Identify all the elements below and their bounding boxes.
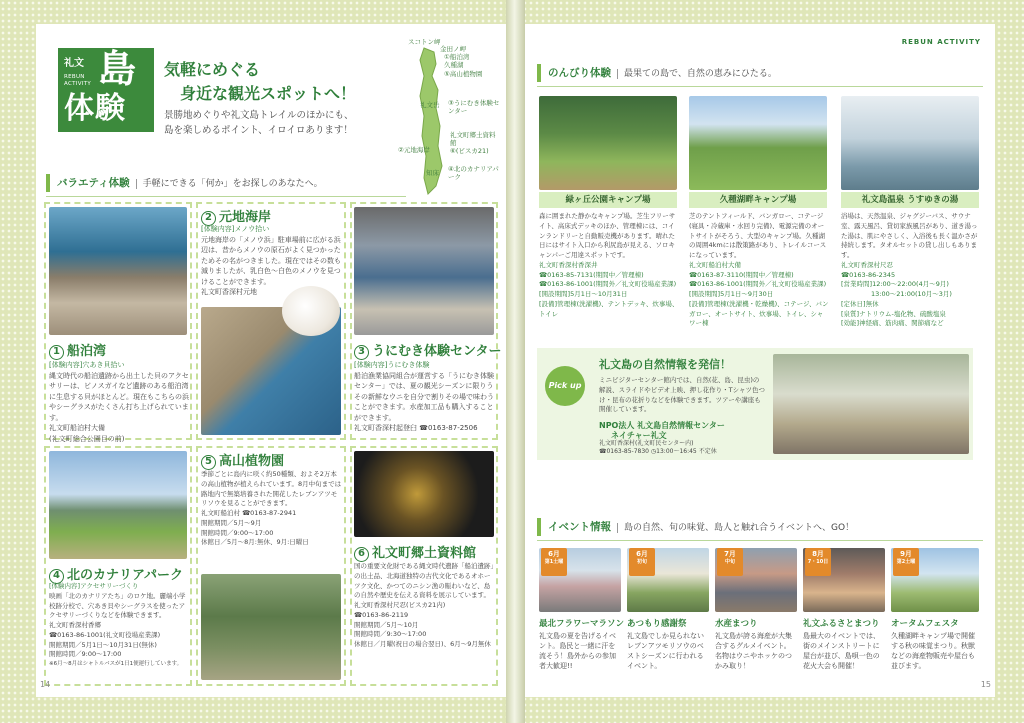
nonbiri-section-subtitle: 最果ての島で、自然の恵みにひたる。	[617, 69, 777, 79]
pickup-tel: 0163-85-7830	[606, 448, 649, 456]
section-divider	[537, 86, 983, 87]
spot-text-4: 映画「北のカナリアたち」のロケ地。麗端小学校跡分校で、穴あき貝やシーグラスを使ったアクセサリーづくりなどを体験できます。	[49, 591, 186, 620]
spot-hours-5: 開館時間／9:00～17:00	[201, 528, 274, 537]
spot-title-3	[354, 340, 501, 360]
map-label-bisuka: ⑥(ビスカ21)	[450, 147, 489, 155]
phone-icon: ☎	[599, 448, 607, 456]
spot-number-2: 2	[201, 211, 216, 226]
event-badge-1	[541, 548, 567, 576]
event-week-3: 中旬	[724, 558, 735, 565]
spot-closed-5: 休館日／5月～8月:無休、9月:日曜日	[201, 538, 309, 547]
spot-content-4: [体験内容]アクセサリーづくり	[49, 582, 139, 590]
pickup-box	[537, 348, 973, 460]
event-badge-2	[629, 548, 655, 576]
spot-body-1	[49, 360, 189, 444]
spot-name-5: 高山植物園	[219, 454, 285, 469]
event-text-5: 久種湖畔キャンプ場で開催する秋の味覚まつり。秋獣などの海産物販売や屋台も並びます。	[891, 632, 975, 671]
event-month-5: 9月	[900, 550, 912, 558]
pickup-text: ミニビジターセンター館内では、自然(花、島、昆虫)の解説、スライドやビデオ上映、押し花作り・Tシャツ色つけ・昆布の花折りなどを体験できます。ツアーや講座も開催しています。	[599, 376, 766, 414]
nature-center-photo	[773, 354, 969, 454]
left-page	[36, 24, 506, 697]
spot-number-5: 5	[201, 455, 216, 470]
pickup-place: 礼文町香深村(礼文町民センター内)	[599, 440, 694, 447]
map-label-alpine-garden: ⑤高山植物園	[444, 70, 483, 78]
funadomari-shells-photo	[49, 207, 187, 335]
spot-content-2: [体験内容]メノウ拾い	[201, 225, 270, 233]
camp-place-3: 礼文町香深村尺忍	[841, 260, 893, 269]
variety-section-heading	[46, 174, 323, 192]
event-name-2: あつもり感謝祭	[627, 619, 687, 629]
map-label-uni-center: ③うにむき体験センター	[448, 99, 500, 115]
title-english: REBUN ACTIVITY	[64, 74, 91, 88]
lead-line-2: 島を楽しめるポイント、イロイロあります！	[164, 125, 353, 137]
museum-artifact-photo	[354, 451, 494, 537]
camp-hours-3: [営業時間]12:00～22:00(4月～9月)	[841, 280, 949, 289]
event-month-3: 7月	[724, 550, 736, 558]
camp-name-3: 礼文島温泉 うすゆきの湯	[841, 192, 979, 208]
map-label-sukoton: スコトン岬	[408, 38, 441, 46]
event-week-4: 7・10日	[807, 558, 829, 565]
events-section-title: イベント情報	[548, 521, 611, 533]
camp-place-1: 礼文町香深村香深井	[539, 260, 598, 269]
event-name-1: 最北フラワーマラソン	[539, 619, 625, 629]
camp-tel2-1: ☎0163-86-1001(期間外／礼文町役場産業課)	[539, 280, 677, 289]
event-week-5: 第2土曜	[896, 558, 916, 565]
headline-line-1: 気軽にめぐる	[164, 60, 261, 79]
spot-body-6	[354, 562, 496, 650]
map-label-kushuko: 久種湖	[444, 61, 464, 69]
spot-title-6	[354, 542, 476, 562]
map-label-funadomari: ①船泊湾	[444, 53, 470, 61]
spot-place-1: 礼文町船泊村大備	[49, 424, 105, 432]
camp-tel-2: ☎0163-87-3110(期間中／管理棟)	[689, 270, 794, 279]
spot-name-6: 礼文町郷土資料館	[372, 546, 477, 561]
event-name-4: 礼文ふるさとまつり	[803, 619, 880, 629]
camp-name-2: 久種湖畔キャンプ場	[689, 192, 827, 208]
alpine-garden-photo	[201, 574, 341, 680]
event-month-1: 6月	[548, 550, 560, 558]
spot-note-4: ※6月～8月はシャトルバスが1日1便運行しています。	[49, 661, 183, 667]
nonbiri-section-heading	[537, 64, 777, 82]
camp-text-3: 浴場は、天然温泉、ジャグジーバス、サウナ室、露天風呂、貸切家族風呂があり、道き湯った湯は、肌にやさしく、入浴後も長く温かさが持続します。タオルセットの貸し出しもあります。	[841, 212, 978, 259]
spot-place-6: 礼文町香深村尺忍(ビスカ21内)	[354, 601, 446, 609]
event-name-3: 水産まつり	[715, 619, 758, 629]
map-label-motochi: ②元地海岸	[398, 146, 430, 154]
spot-place-5: 礼文町船泊村	[201, 509, 240, 517]
camp-place-2: 礼文町船泊村大備	[689, 260, 741, 269]
camp-body-3	[841, 212, 983, 329]
camp-text-1: 森に囲まれた静かなキャンプ場。芝生フリーサイト、高床式デッキのほか、管理棟には、コインランドリーと自動販売機があります。晴れた日にはサイト入口から利尻島が見える、ソロキャンパーご用達スポットです。	[539, 212, 676, 259]
camp-closed-3: [定休日]無休	[841, 299, 879, 308]
spot-place-2: 礼文町香深村元地	[201, 288, 257, 296]
lead-text	[164, 108, 424, 138]
map-label-canaria: ④北のカナリアパーク	[448, 165, 499, 181]
event-month-2: 6月	[636, 550, 648, 558]
camp-open-2: [開設期間]5月1日～9月30日	[689, 290, 774, 298]
book-spine	[506, 0, 525, 723]
event-week-2: 初旬	[636, 558, 647, 565]
spot-body-4	[49, 582, 191, 668]
event-text-1: 礼文島の夏を告げるイベント。島民と一緒に汗を流そう！島外からの参加者大歓迎!!	[539, 632, 616, 671]
running-head: REBUN ACTIVITY	[901, 38, 981, 46]
event-text-3: 礼文島が誇る海産が大集合するグルメイベント。名物はウニやホッケのつかみ取り！	[715, 632, 792, 671]
camp-open-1: [開設期間]5月1日～10月31日	[539, 290, 628, 298]
pickup-title: 礼文島の自然情報を発信！	[599, 358, 731, 371]
spot-tel-5: ☎0163-87-2941	[242, 509, 297, 517]
events-section-subtitle: 島の自然、旬の味覚、島人と触れ合うイベントへ、GO！	[617, 523, 854, 533]
map-label-kanedanomisaki: 金田ノ岬	[440, 45, 466, 53]
headline	[164, 58, 404, 106]
spot-closed-6: 休館日／月曜(祝日の場合翌日)、6月～9月無休	[354, 640, 491, 648]
spot-note-1: (礼文町総合公園目の前)	[49, 434, 125, 443]
spot-tel-4: ☎0163-86-1001(礼文町役場産業課)	[49, 630, 161, 639]
camp-body-1	[539, 212, 679, 319]
spot-place-3: 礼文町香深村起登臼	[354, 424, 417, 432]
map-label-museum: 礼文町郷土資料館	[450, 131, 496, 147]
event-badge-5	[893, 548, 919, 576]
pickup-org: NPO法人 礼文島自然情報センター	[599, 421, 725, 430]
pickup-badge: Pick up	[545, 366, 585, 406]
spot-title-1	[49, 340, 106, 360]
spot-name-1: 船泊湾	[67, 344, 107, 359]
camp-name-1: 緑ヶ丘公園キャンプ場	[539, 192, 677, 208]
spot-number-1: 1	[49, 345, 64, 360]
spot-title-4	[49, 564, 183, 584]
spot-number-3: 3	[354, 345, 369, 360]
camp-quality-3: [泉質]ナトリウム-塩化物、硫酸塩泉	[841, 309, 946, 318]
agate-stones-photo	[282, 286, 340, 336]
usuyuki-onsen-photo	[841, 96, 979, 190]
spot-hours-6: 開館時間／9:30～17:00	[354, 630, 427, 639]
title-taiken: 体験	[64, 91, 126, 126]
spot-name-4: 北のカナリアパーク	[67, 568, 183, 583]
page-number-left: 14	[40, 680, 51, 689]
event-badge-3	[717, 548, 743, 576]
camp-facilities-1: [設備]管理棟(洗濯機)、テントデッキ、炊事場、トイレ	[539, 299, 679, 318]
spot-number-4: 4	[49, 569, 64, 584]
event-text-4: 島最大のイベントでは、街のメインストリートに屋台が並び、島唄一色の花火大会も開催！	[803, 632, 880, 671]
nonbiri-section-title: のんびり体験	[548, 67, 611, 79]
spot-place-4: 礼文町香深村香郷	[49, 621, 101, 629]
spot-text-5: 季節ごとに島内に咲く約50種類、およそ2万本の高山植物が植えられています。8月中旬までは路地内で無築培養された開花したレブンアツモリソウを見ることができます。	[201, 470, 342, 508]
headline-line-2: 身近な観光スポットへ！	[180, 84, 357, 103]
spot-text-3: 船泊漁業協同組合が運営する「うにむき体験センター」では、夏の観光シーズンに限りうその新鮮なウニを自分で割りその場で味わうことができます。水産加工品も購入することができます。	[354, 371, 494, 422]
pickup-closed: 不定休	[698, 448, 717, 456]
title-block	[58, 48, 154, 132]
spot-text-1: 縄文時代の船泊遺跡から出土した貝のアクセサリーは、ビノスガイなど遺跡のある船泊湾に生息する貝がほとんど。現在もこちらの浜やシーグラスがたくさん打ち上げられています。	[49, 371, 189, 422]
event-week-1: 第1土曜	[544, 558, 564, 565]
spot-content-1: [体験内容]穴あき貝拾い	[49, 361, 125, 369]
pickup-hours: 13:00～16:45	[656, 448, 697, 456]
camp-hours2-3: 13:00～21:00(10月～3月)	[871, 290, 952, 298]
kushuko-camp-photo	[689, 96, 827, 190]
spot-name-3: うにむき体験センター	[372, 344, 502, 359]
spot-tel-6: ☎0163-86-2119	[354, 610, 409, 619]
spot-number-6: 6	[354, 547, 369, 562]
spot-title-2	[201, 206, 271, 226]
camp-tel-3: ☎0163-86-2345	[841, 270, 896, 279]
section-divider	[46, 196, 406, 197]
uni-workshop-photo	[354, 207, 494, 335]
variety-section-title: バラエティ体験	[57, 177, 130, 189]
event-name-5: オータムフェスタ	[891, 619, 959, 629]
camp-body-2	[689, 212, 829, 329]
pickup-org2: ネイチャー礼文	[611, 431, 667, 440]
page-number-right: 15	[980, 680, 991, 689]
event-month-4: 8月	[812, 550, 824, 558]
spot-body-5	[201, 470, 343, 548]
event-badge-4	[805, 548, 831, 576]
spot-text-2: 元地海岸の「メノウ浜」駐車場前に広がる浜辺は、昔からメノウの原石がよく見つかったためその名がつきました。現在ではその数も減りましたが、乳白色～白色のメノウを見つけることができます。	[201, 235, 341, 286]
spot-content-3: [体験内容]うにむき体験	[354, 361, 430, 369]
clock-icon: ◷	[650, 448, 657, 456]
spot-tel-3: ☎0163-87-2506	[419, 424, 478, 432]
camp-tel2-2: ☎0163-86-1001(期間外／礼文町役場産業課)	[689, 280, 827, 289]
map-label-shiretoko: 知床	[426, 169, 439, 177]
spot-body-3	[354, 360, 494, 434]
canaria-park-photo	[49, 451, 187, 559]
midorigaoka-camp-photo	[539, 96, 677, 190]
title-rebun: 礼文	[64, 58, 84, 69]
map-label-rebundake: 礼文岳	[420, 101, 440, 109]
spot-open-4: 開館期間／5月1日～10月31日(無休)	[49, 640, 157, 649]
camp-text-2: 芝のテントフィールド、バンガロー、コテージ(寝具・冷蔵庫・水回り完備)、電源完備のオートサイトがそろう、大型のキャンプ場。久種湖の周囲4kmには散策路があり、トレイルコースになっています。	[689, 212, 827, 259]
event-text-2: 礼文島でしか見られないレブンアツモリソウのベストシーズンに行われるイベント。	[627, 632, 704, 671]
title-shima: 島	[98, 47, 137, 91]
pickup-info	[599, 440, 769, 456]
spot-name-2: 元地海岸	[219, 210, 272, 225]
spot-text-6: 国の重要文化財である縄文時代遺跡「船泊遺跡」の出土品、北海道独特の古代文化であるオホーツク文化、かつてのニシン漁の賑わいなど、島の自然や歴史を伝える資料を展示しています。	[354, 562, 494, 600]
lead-line-1: 景勝地めぐりや礼文島トレイルのほかにも、	[164, 110, 354, 121]
variety-section-subtitle: 手軽にできる「何か」をお探しのあなたへ。	[136, 179, 323, 189]
spot-open-6: 開館期間／5月～10月	[354, 620, 419, 629]
camp-effect-3: [効能]神経痛、筋肉痛、関節痛など	[841, 319, 944, 328]
section-divider	[537, 540, 983, 541]
spot-open-5: 開館期間／5月～9月	[201, 518, 262, 527]
camp-facilities-2: [設備]管理棟(洗濯機・乾燥機)、コテージ、バンガロー、オートサイト、炊事場、トイレ、シャワー棟	[689, 299, 829, 328]
spot-title-5	[201, 450, 284, 470]
events-section-heading	[537, 518, 854, 536]
right-page	[525, 24, 995, 697]
camp-tel-1: ☎0163-85-7131(期間中／管理棟)	[539, 270, 644, 279]
spot-hours-4: 開館時間／9:00～17:00	[49, 650, 122, 659]
